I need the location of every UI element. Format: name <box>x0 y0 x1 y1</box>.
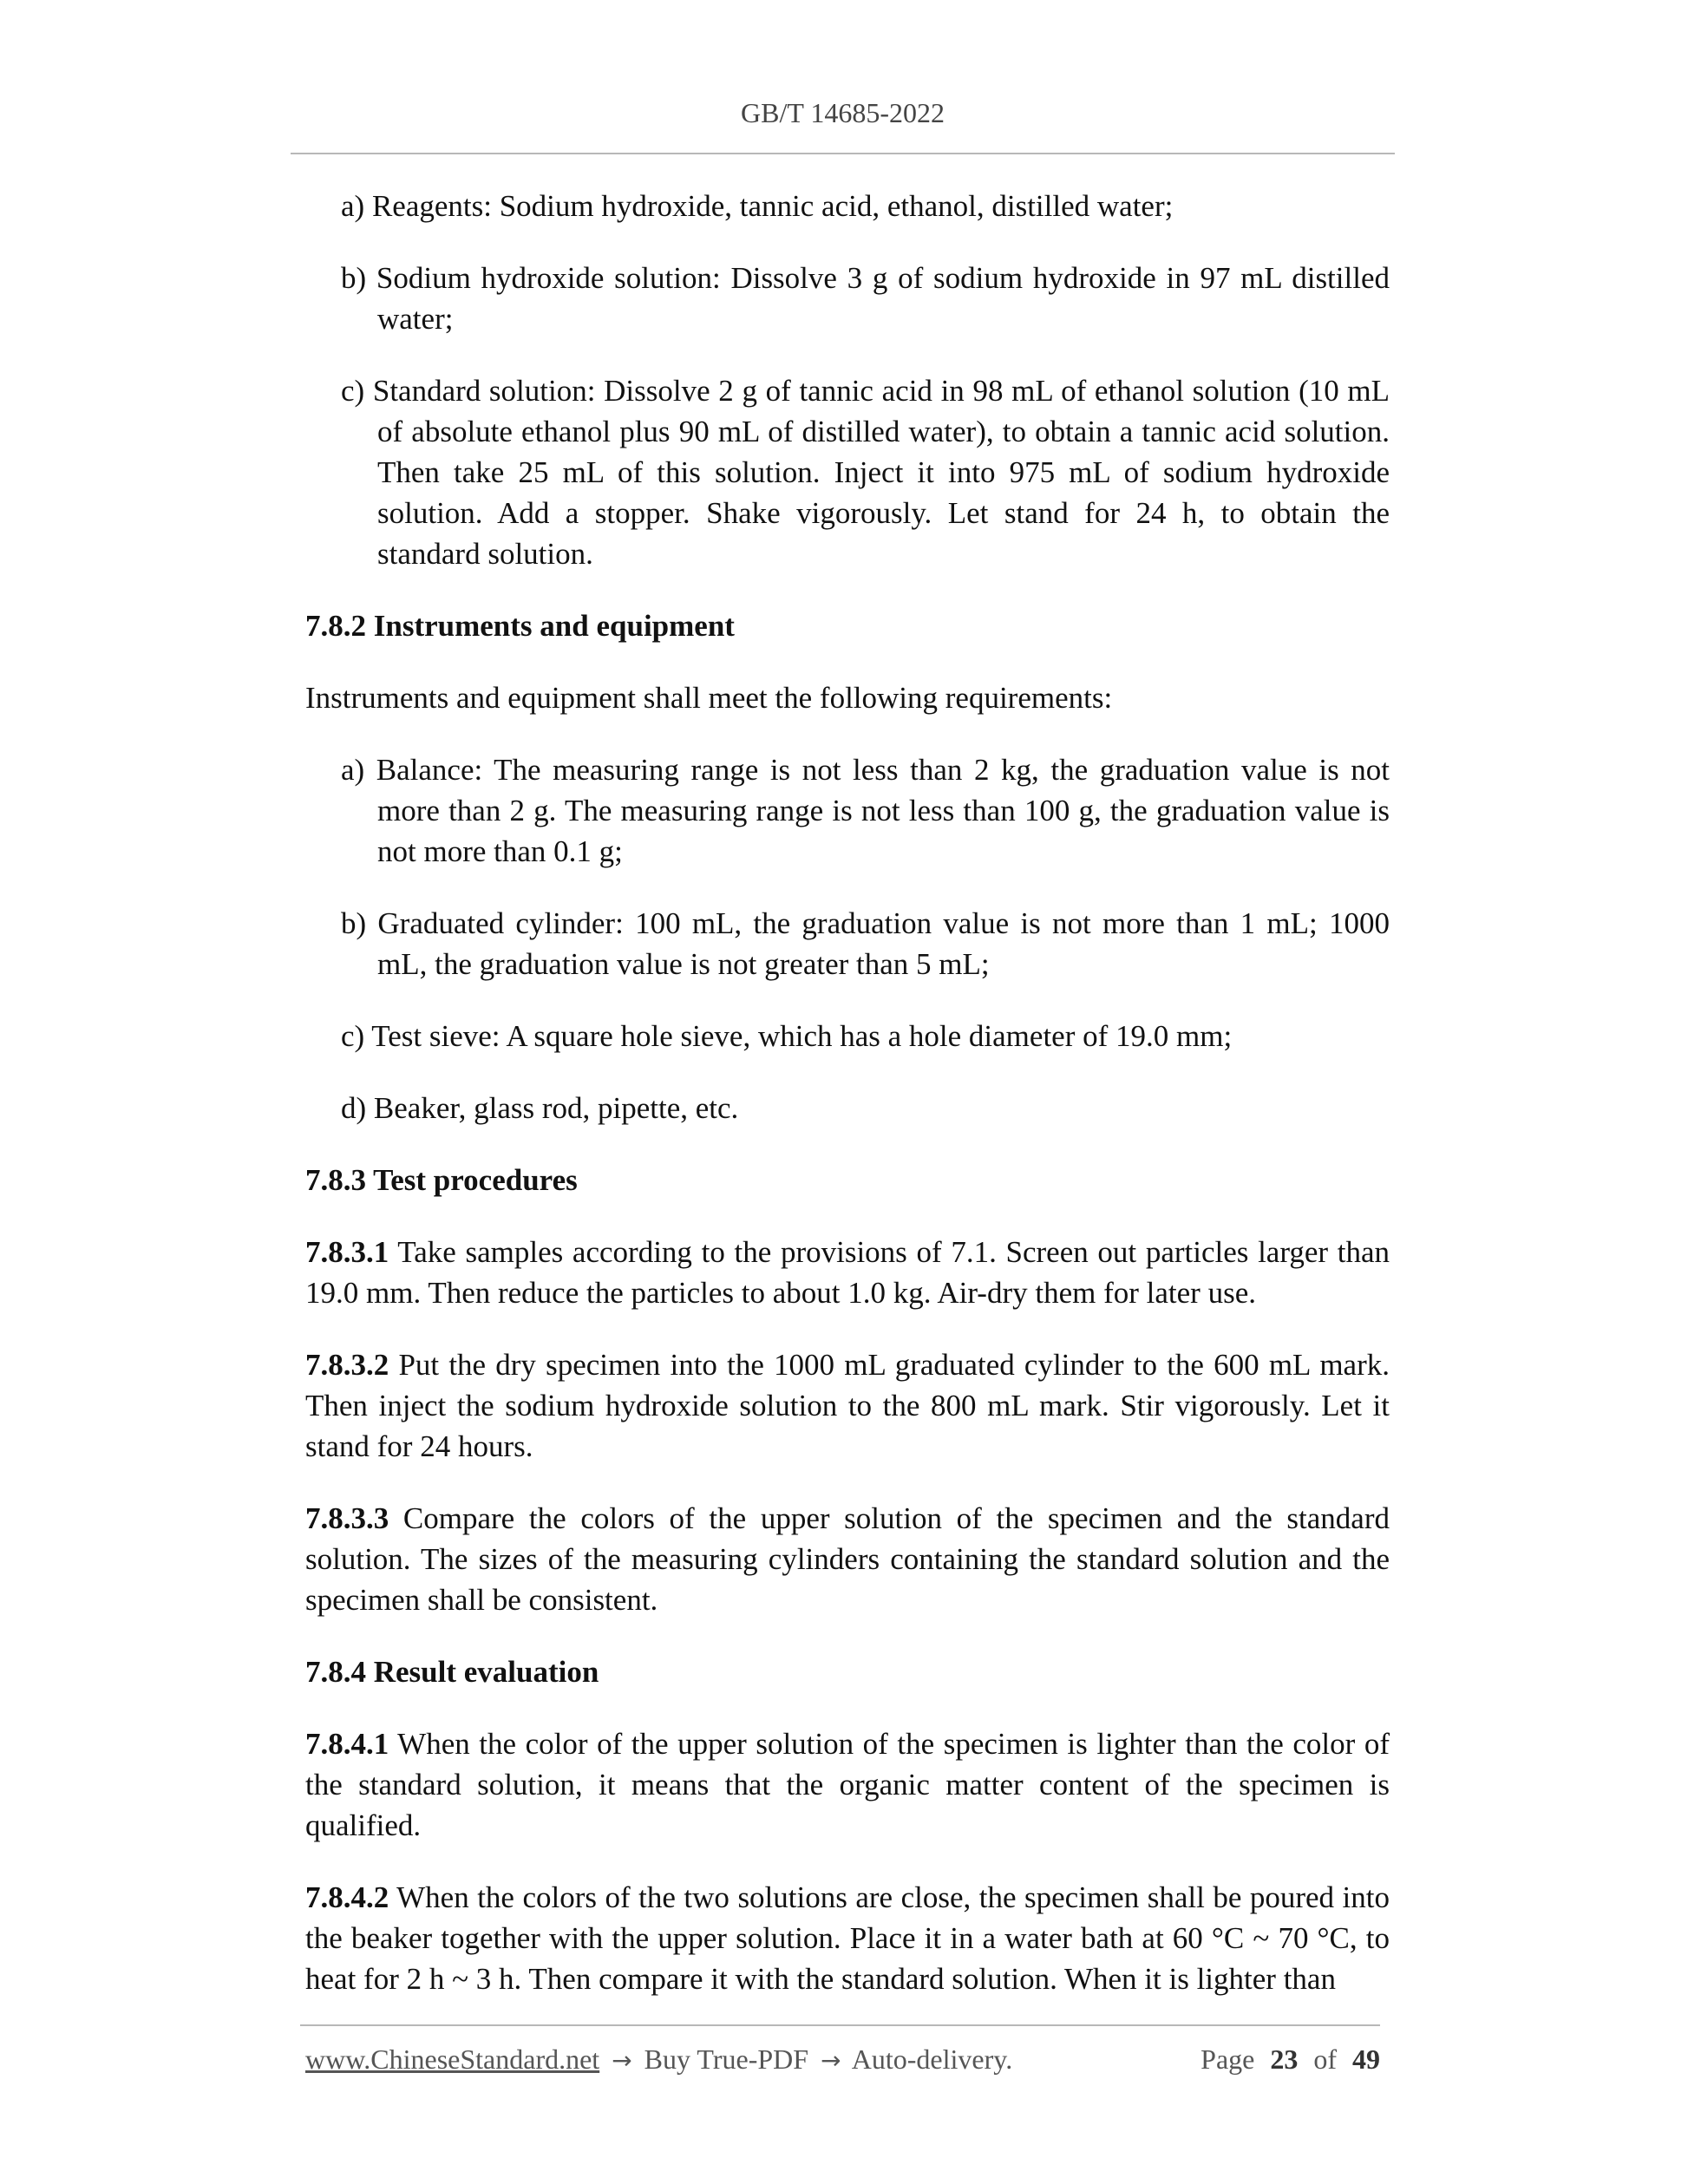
clause-7-8-3-1 <box>305 1232 1390 1313</box>
clause-7-8-3-2 <box>305 1344 1390 1467</box>
page-footer <box>305 2043 1380 2076</box>
clause-number: 7.8.4.1 <box>305 1727 389 1761</box>
clause-text: Put the dry specimen into the 1000 mL graduated cylinder to the 600 mL mark. Then inject the sodium hydroxide solution to the 800 mL mark. Stir vigorously. Let it stand for 24 hours. <box>305 1348 1390 1463</box>
list-item-balance: a) Balance: The measuring range is not less than 2 kg, the graduation value is not more than 2 g. The measuring range is not less than 100 g, the graduation value is not more than 0.1 g; <box>341 753 1390 868</box>
list-item-beaker: d) Beaker, glass rod, pipette, etc. <box>341 1091 739 1125</box>
section-heading-7-8-4: 7.8.4 Result evaluation <box>305 1655 599 1689</box>
clause-7-8-3-3 <box>305 1498 1390 1620</box>
website-link[interactable]: www.ChineseStandard.net <box>305 2043 600 2075</box>
list-item-standard-solution: c) Standard solution: Dissolve 2 g of tannic acid in 98 mL of ethanol solution (10 mL of absolute ethanol plus 90 mL of distilled water), to obtain a tannic acid solution. Then take 25 mL of this solution. Inject it into 975 mL of sodium hydroxide solution. Add a stopper. Shake vigorously. Let stand for 24 h, to obtain the standard solution. <box>341 374 1390 571</box>
section-heading-7-8-3: 7.8.3 Test procedures <box>305 1163 578 1197</box>
list-item-graduated-cylinder: b) Graduated cylinder: 100 mL, the graduation value is not more than 1 mL; 1000 mL, the graduation value is not greater than 5 mL; <box>341 906 1390 981</box>
section-heading-7-8-2: 7.8.2 Instruments and equipment <box>305 609 735 643</box>
page-total: 49 <box>1352 2043 1380 2075</box>
footer-promo <box>305 2043 1012 2076</box>
header-divider <box>291 153 1395 154</box>
list-item-reagents: a) Reagents: Sodium hydroxide, tannic acid, ethanol, distilled water; <box>341 189 1174 223</box>
clause-text: Take samples according to the provisions of 7.1. Screen out particles larger than 19.0 mm. Then reduce the particles to about 1.0 kg. Air-dry them for later use. <box>305 1235 1390 1310</box>
arrow-right-icon: → <box>612 2046 632 2075</box>
clause-text: Compare the colors of the upper solution of the specimen and the standard solution. The sizes of the measuring cylinders containing the standard solution and the specimen shall be consistent. <box>305 1501 1390 1617</box>
footer-divider <box>300 2024 1380 2026</box>
clause-7-8-4-2 <box>305 1877 1390 1999</box>
clause-number: 7.8.3.1 <box>305 1235 389 1269</box>
arrow-right-icon: → <box>821 2046 841 2075</box>
page-of-label: of <box>1313 2043 1337 2075</box>
page-current: 23 <box>1270 2043 1299 2075</box>
clause-number: 7.8.4.2 <box>305 1880 389 1914</box>
list-item-sodium-hydroxide-solution: b) Sodium hydroxide solution: Dissolve 3 g of sodium hydroxide in 97 mL distilled water; <box>341 261 1390 336</box>
page-header: GB/T 14685-2022 <box>741 97 945 128</box>
clause-number: 7.8.3.2 <box>305 1348 389 1382</box>
clause-text: When the color of the upper solution of the specimen is lighter than the color of the standard solution, it means that the organic matter content of the specimen is qualified. <box>305 1727 1390 1842</box>
buy-pdf-text: Buy True-PDF <box>644 2043 809 2075</box>
section-intro-7-8-2: Instruments and equipment shall meet the following requirements: <box>305 681 1113 715</box>
list-item-test-sieve: c) Test sieve: A square hole sieve, which has a hole diameter of 19.0 mm; <box>341 1019 1233 1053</box>
page-label: Page <box>1201 2043 1255 2075</box>
clause-text: When the colors of the two solutions are close, the specimen shall be poured into the beaker together with the upper solution. Place it in a water bath at 60 °C ~ 70 °C, to heat for 2 h ~ 3 h. Then compare it with the standard solution. When it is lighter than <box>305 1880 1390 1996</box>
page-number <box>1192 2043 1380 2076</box>
clause-7-8-4-1 <box>305 1723 1390 1846</box>
document-body <box>305 186 1390 2030</box>
clause-number: 7.8.3.3 <box>305 1501 389 1535</box>
auto-delivery-text: Auto-delivery. <box>851 2043 1013 2075</box>
